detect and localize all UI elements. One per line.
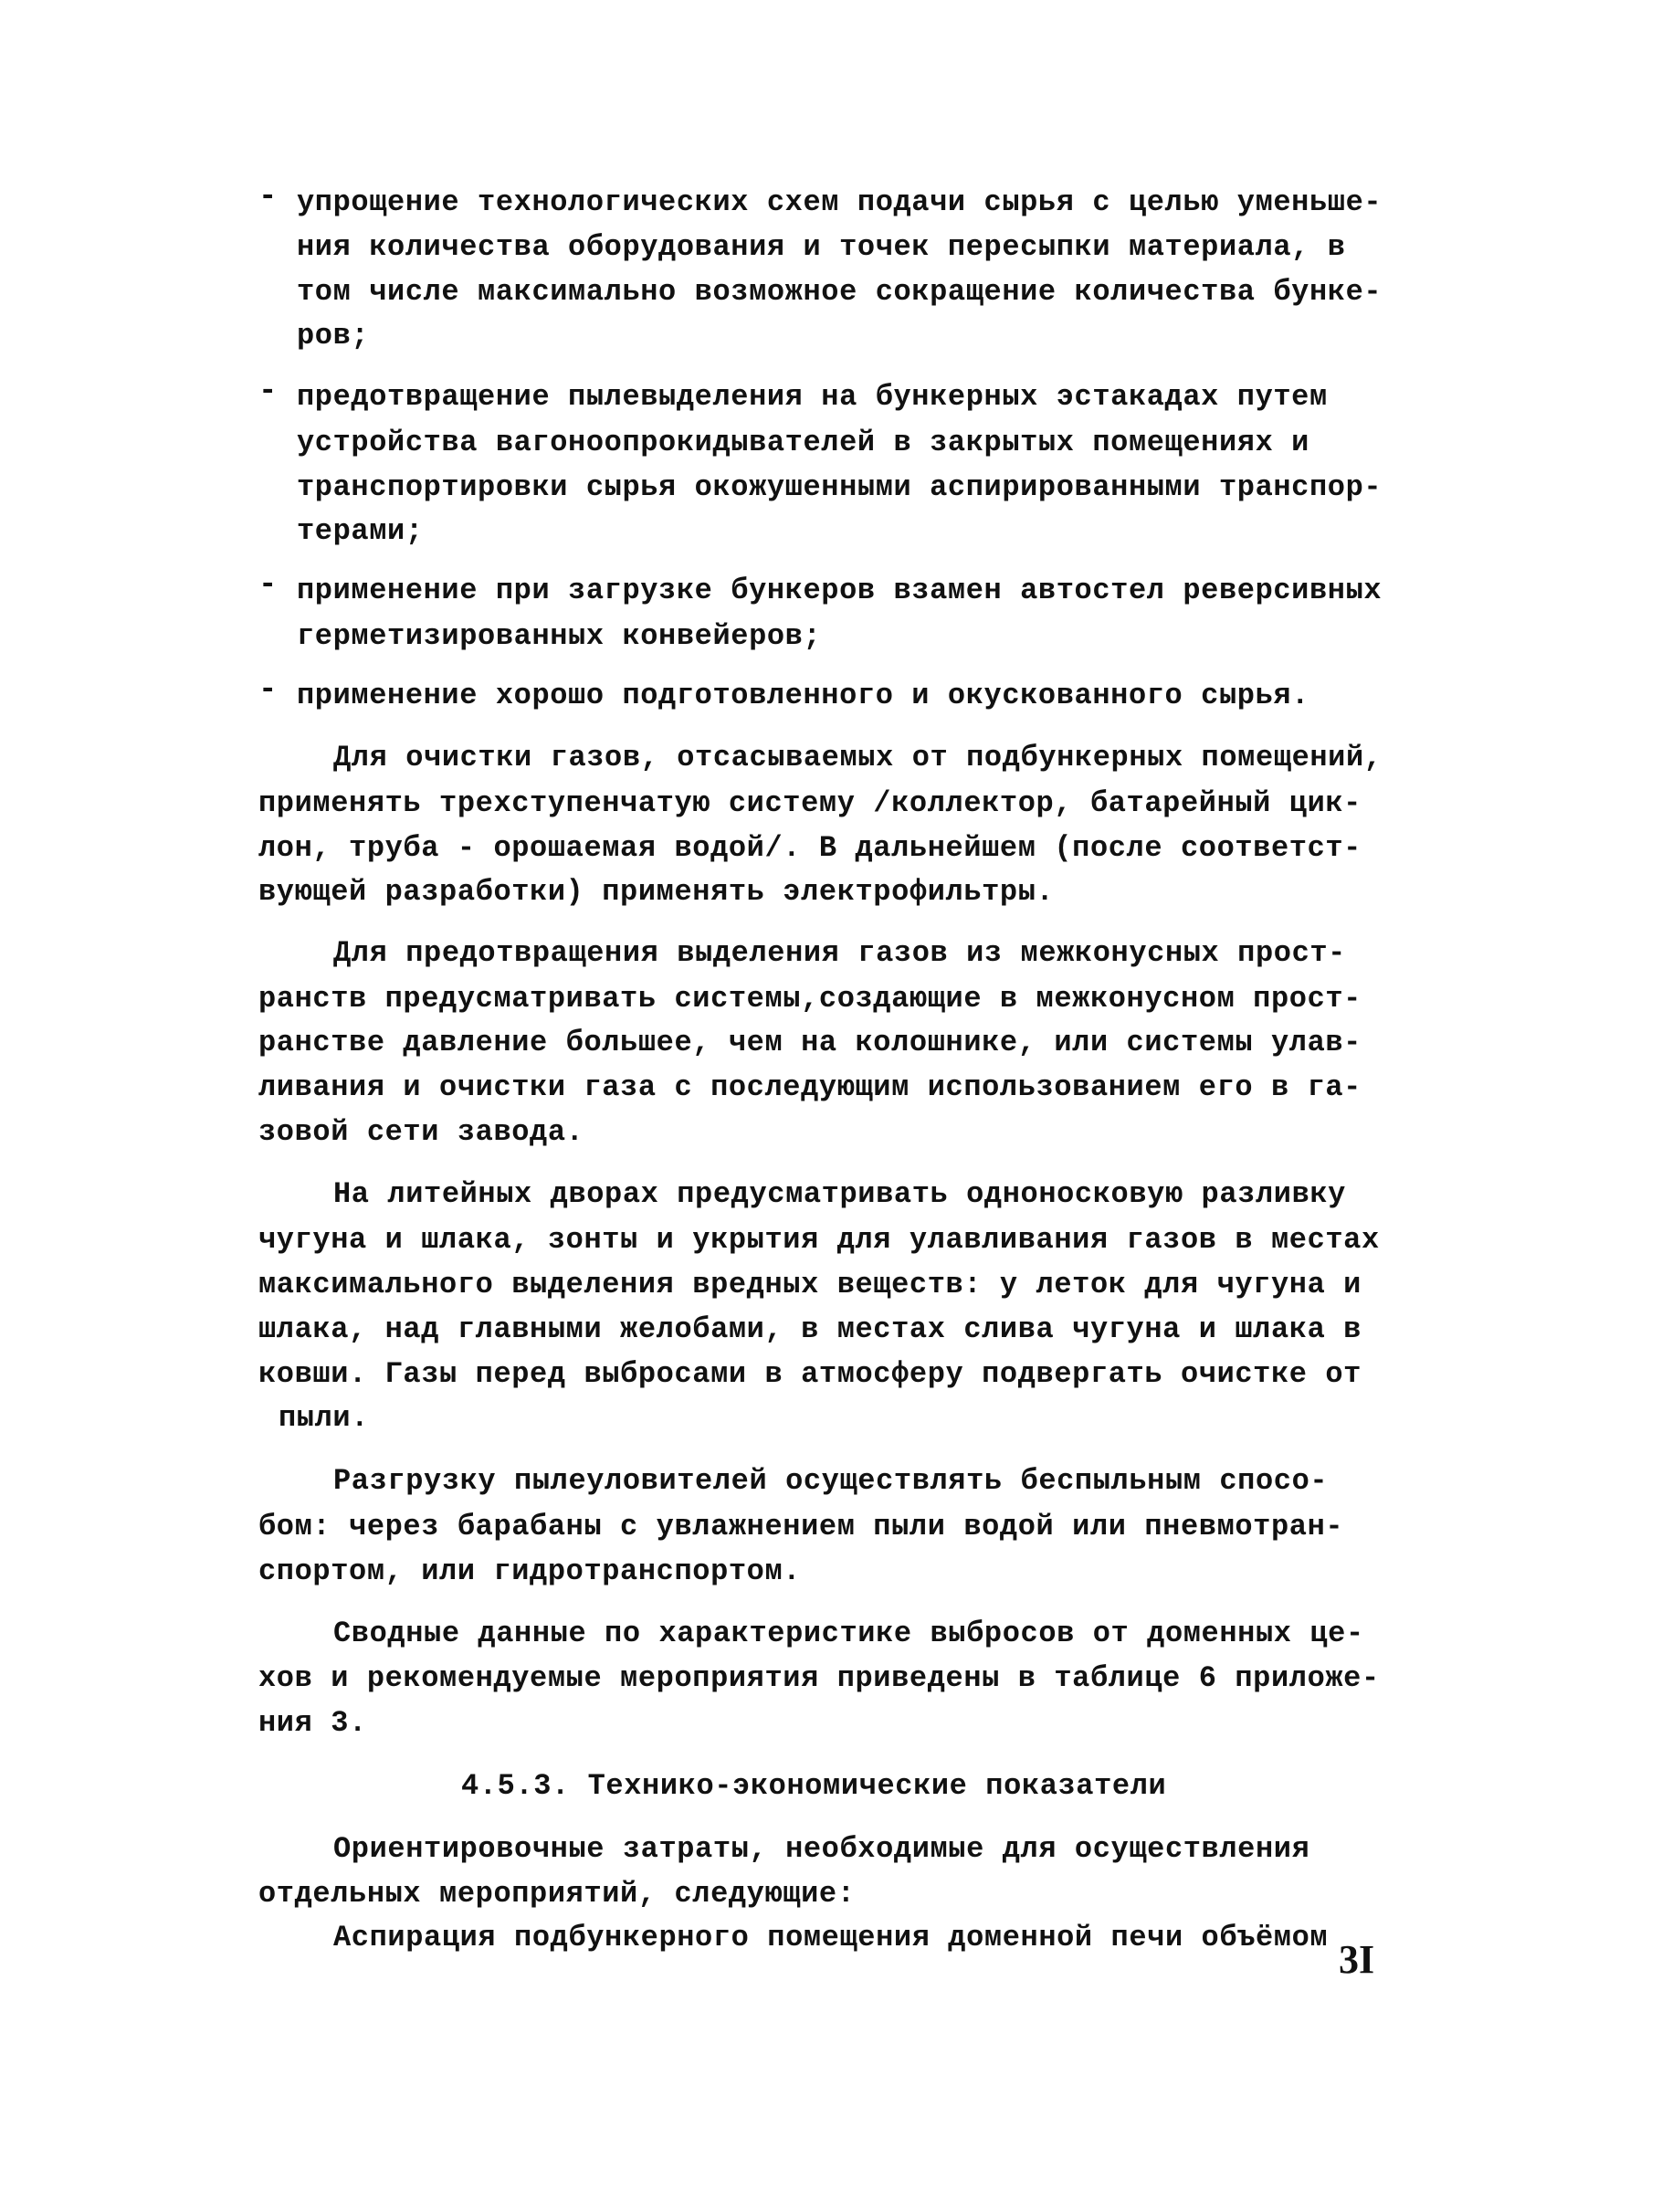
text-line: ров; (297, 319, 370, 353)
text-line: транспортировки сырья окожушенными аспирированными транспор- (297, 470, 1383, 504)
text-line: шлака, над главными желобами, в местах слива чугуна и шлака в (258, 1312, 1362, 1346)
text-line: отдельных мероприятий, следующие: (258, 1877, 856, 1911)
text-line: Сводные данные по характеристике выбросов от доменных це- (333, 1617, 1364, 1650)
text-line: Для предотвращения выделения газов из межконусных прост- (333, 936, 1346, 970)
text-line: ковши. Газы перед выбросами в атмосферу подвергать очистке от (258, 1357, 1362, 1391)
text-line: терами; (297, 514, 424, 548)
text-line: ния 3. (258, 1706, 367, 1740)
text-line: том числе максимально возможное сокращение количества бунке- (297, 275, 1383, 309)
text-line: ливания и очистки газа с последующим использованием его в га- (258, 1070, 1362, 1104)
text-line: упрощение технологических схем подачи сырья с целью уменьше- (297, 185, 1383, 219)
text-line: На литейных дворах предусматривать одноносковую разливку (333, 1177, 1346, 1211)
text-line: ранстве давление большее, чем на колошнике, или системы улав- (258, 1026, 1362, 1059)
text-line: Разгрузку пылеуловителей осуществлять беспыльным спосо- (333, 1464, 1329, 1498)
text-line: применение хорошо подготовленного и окускованного сырья. (297, 679, 1309, 712)
text-line: вующей разработки) применять электрофильтры. (258, 875, 1055, 909)
text-line: бом: через барабаны с увлажнением пыли водой или пневмотран- (258, 1510, 1344, 1543)
text-line: пыли. (279, 1401, 370, 1435)
text-line: ния количества оборудования и точек пересыпки материала, в (297, 230, 1346, 264)
text-line: спортом, или гидротранспортом. (258, 1554, 802, 1588)
text-line: герметизированных конвейеров; (297, 619, 822, 653)
bullet-marker: - (258, 568, 278, 603)
text-line: чугуна и шлака, зонты и укрытия для улавливания газов в местах (258, 1223, 1380, 1257)
text-line: хов и рекомендуемые мероприятия приведены в таблице 6 приложе- (258, 1661, 1380, 1695)
section-heading: 4.5.3. Технико-экономические показатели (461, 1769, 1167, 1803)
bullet-marker: - (258, 673, 278, 708)
text-line: лон, труба - орошаемая водой/. В дальнейшем (после соответст- (258, 831, 1362, 865)
text-line: Для очистки газов, отсасываемых от подбункерных помещений, (333, 741, 1383, 774)
bullet-marker: - (258, 374, 278, 409)
text-line: ранств предусматривать системы,создающие в межконусном прост- (258, 982, 1362, 1016)
bullet-marker: - (258, 180, 278, 215)
text-line: применение при загрузке бункеров взамен автостел реверсивных (297, 574, 1383, 607)
page-number: 3I (1339, 1937, 1375, 1982)
text-line: зовой сети завода. (258, 1115, 584, 1149)
text-line: применять трехступенчатую систему /коллектор, батарейный цик- (258, 786, 1362, 820)
text-line: устройства вагоноопрокидывателей в закрытых помещениях и (297, 426, 1309, 459)
text-line: предотвращение пылевыделения на бункерных эстакадах путем (297, 380, 1328, 414)
text-line: максимального выделения вредных веществ: у леток для чугуна и (258, 1268, 1362, 1301)
text-line: Аспирация подбункерного помещения доменной печи объёмом (333, 1921, 1329, 1954)
text-line: Ориентировочные затраты, необходимые для осуществления (333, 1832, 1310, 1866)
